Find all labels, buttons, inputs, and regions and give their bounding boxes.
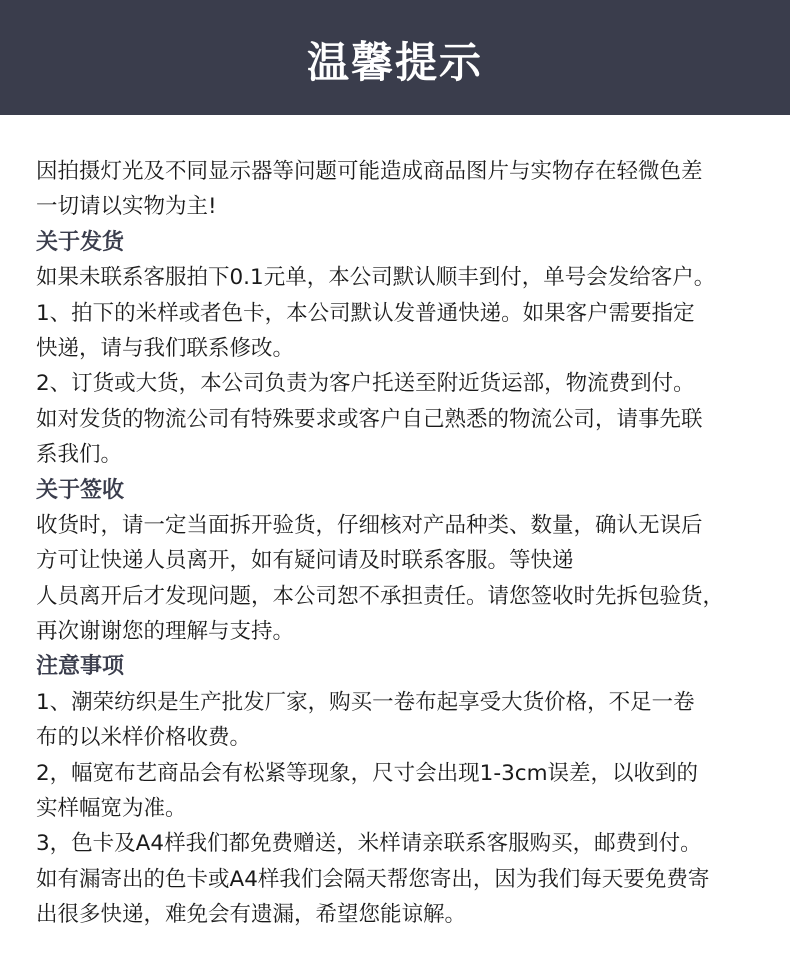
- section-heading-receipt: 关于签收: [36, 477, 125, 503]
- header-banner: [0, 0, 790, 115]
- notice-line: 如有漏寄出的色卡或A4样我们会隔天帮您寄出，因为我们每天要免费寄: [36, 866, 710, 892]
- notice-line: 如果未联系客服拍下0.1元单，本公司默认顺丰到付，单号会发给客户。: [36, 265, 716, 291]
- notice-line: 收货时，请一定当面拆开验货，仔细核对产品种类、数量，确认无误后: [36, 512, 703, 538]
- notice-line: 1、潮荣纺织是生产批发厂家，购买一卷布起享受大货价格，不足一卷: [36, 689, 695, 715]
- notice-line: 系我们。: [36, 442, 123, 468]
- notice-line: 3，色卡及A4样我们都免费赠送，米样请亲联系客服购买，邮费到付。: [36, 831, 702, 857]
- notice-line: 一切请以实物为主!: [36, 194, 217, 220]
- notice-line: 实样幅宽为准。: [36, 796, 187, 822]
- notice-line: 2，幅宽布艺商品会有松紧等现象，尺寸会出现1-3cm误差，以收到的: [36, 760, 699, 786]
- notice-content: [36, 154, 786, 933]
- notice-line: 布的以米样价格收费。: [36, 725, 252, 751]
- notice-line: 如对发货的物流公司有特殊要求或客户自己熟悉的物流公司，请事先联: [36, 406, 703, 432]
- notice-line: 1、拍下的米样或者色卡，本公司默认发普通快递。如果客户需要指定: [36, 300, 695, 326]
- notice-line: 因拍摄灯光及不同显示器等问题可能造成商品图片与实物存在轻微色差: [36, 159, 703, 184]
- section-heading-shipping: 关于发货: [36, 229, 125, 255]
- notice-line: 快递，请与我们联系修改。: [36, 335, 295, 361]
- notice-line: 再次谢谢您的理解与支持。: [36, 619, 295, 645]
- notice-line: 出很多快递，难免会有遗漏，希望您能谅解。: [36, 902, 467, 928]
- notice-line: 2、订货或大货，本公司负责为客户托送至附近货运部，物流费到付。: [36, 371, 695, 397]
- page-title: 温馨提示: [306, 37, 483, 87]
- notice-line: 人员离开后才发现问题，本公司恕不承担责任。请您签收时先拆包验货，: [36, 583, 725, 609]
- section-heading-notes: 注意事项: [36, 654, 125, 680]
- notice-line: 方可让快递人员离开，如有疑问请及时联系客服。等快递: [36, 548, 574, 574]
